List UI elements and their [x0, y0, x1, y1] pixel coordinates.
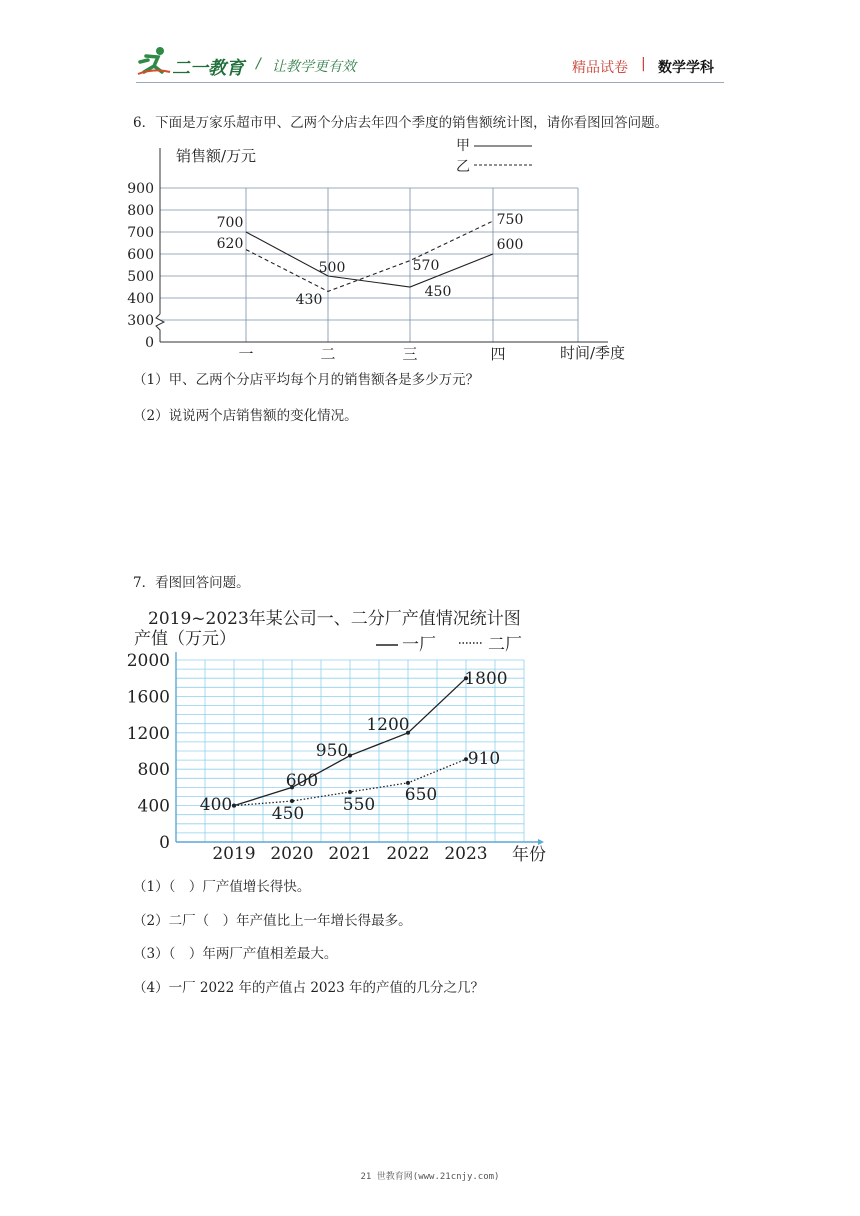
- data-point: [348, 754, 352, 758]
- badge-label: 精品试卷: [572, 60, 628, 76]
- legend-label: 乙: [456, 159, 470, 175]
- q7-title: 7．看图回答问题。: [133, 575, 250, 591]
- x-tick-label: 2022: [386, 844, 430, 864]
- y-tick-label: 0: [159, 833, 170, 853]
- x-tick-label: 2021: [328, 844, 372, 864]
- x-tick-label: 一: [238, 345, 254, 363]
- data-label: 450: [424, 284, 452, 300]
- data-label: 910: [467, 749, 501, 769]
- x-tick-label: 2020: [270, 844, 314, 864]
- x-tick-label: 2019: [212, 844, 256, 864]
- y-tick-label: 700: [127, 225, 154, 241]
- chart-sales: [110, 138, 670, 370]
- q7-sub2: （2）二厂（ ）年产值比上一年增长得最多。: [133, 913, 412, 929]
- q6-title: 6．下面是万家乐超市甲、乙两个分店去年四个季度的销售额统计图，请你看图回答问题。: [133, 115, 669, 131]
- chart-title: 2019~2023年某公司一、二分厂产值情况统计图: [148, 609, 521, 629]
- slogan-divider: /: [256, 56, 261, 72]
- data-point: [232, 804, 236, 808]
- data-label: 950: [315, 741, 349, 761]
- data-label: 550: [342, 795, 376, 815]
- legend-label: 一厂: [402, 635, 436, 655]
- axis-break-icon: [156, 314, 164, 342]
- data-label: 1800: [464, 669, 508, 689]
- x-tick-label: 三: [402, 345, 418, 363]
- data-label: 700: [216, 215, 244, 231]
- data-label: 650: [404, 785, 438, 805]
- y-tick-label: 300: [127, 313, 154, 329]
- legend-label: 二厂: [488, 635, 522, 655]
- x-tick-label: 二: [320, 345, 336, 363]
- data-label: 570: [412, 258, 440, 274]
- y-tick-label: 800: [127, 203, 154, 219]
- series-line: [246, 221, 493, 291]
- y-tick-label: 800: [137, 760, 170, 781]
- slogan: 让教学更有效: [272, 59, 356, 75]
- data-label: 750: [496, 212, 524, 228]
- data-label: 620: [216, 236, 244, 252]
- header-rule: [136, 82, 724, 83]
- q7-sub1: （1）（ ）厂产值增长得快。: [133, 879, 311, 895]
- q6-sub1: （1）甲、乙两个分店平均每个月的销售额各是多少万元？: [133, 372, 480, 388]
- y-tick-label: 0: [145, 335, 154, 351]
- y-tick-label: 1600: [126, 687, 170, 708]
- q6-sub2: （2）说说两个店销售额的变化情况。: [133, 408, 358, 424]
- data-point: [348, 790, 352, 794]
- logo-text: 二一教育: [172, 58, 244, 79]
- y-tick-label: 500: [127, 269, 154, 285]
- data-point: [290, 799, 294, 803]
- x-tick-label: 2023: [444, 844, 488, 864]
- data-label: 400: [199, 795, 233, 815]
- data-label: 600: [285, 771, 319, 791]
- series-line: [246, 232, 493, 287]
- legend-label: 甲: [456, 138, 470, 154]
- q7-sub4: （4）一厂 2022 年的产值占 2023 年的产值的几分之几？: [133, 980, 484, 996]
- y-tick-label: 400: [127, 291, 154, 307]
- y-tick-label: 1200: [126, 723, 170, 744]
- header: [0, 0, 860, 90]
- q7-sub3: （3）（ ）年两厂产值相差最大。: [133, 946, 338, 962]
- x-tick-label: 四: [490, 345, 506, 363]
- y-axis-title: 产值（万元）: [134, 629, 236, 649]
- data-label: 450: [271, 804, 305, 824]
- y-tick-label: 2000: [126, 651, 170, 671]
- chart-factory: [110, 600, 570, 868]
- data-label: 430: [295, 292, 323, 308]
- y-tick-label: 600: [127, 247, 154, 263]
- subject-label: 数学学科: [658, 60, 714, 76]
- data-label: 500: [318, 260, 346, 276]
- x-axis-title: 时间/季度: [560, 344, 626, 362]
- footer: 21 世教育网(www.21cnjy.com): [360, 1172, 500, 1182]
- y-axis-title: 销售额/万元: [176, 147, 257, 165]
- x-axis-title: 年份: [512, 845, 546, 865]
- data-label: 1200: [366, 715, 410, 735]
- runner-logo-icon: [136, 46, 172, 76]
- y-tick-label: 900: [127, 181, 154, 197]
- header-divider: |: [641, 56, 646, 72]
- data-label: 600: [496, 237, 524, 253]
- y-tick-label: 400: [137, 796, 170, 817]
